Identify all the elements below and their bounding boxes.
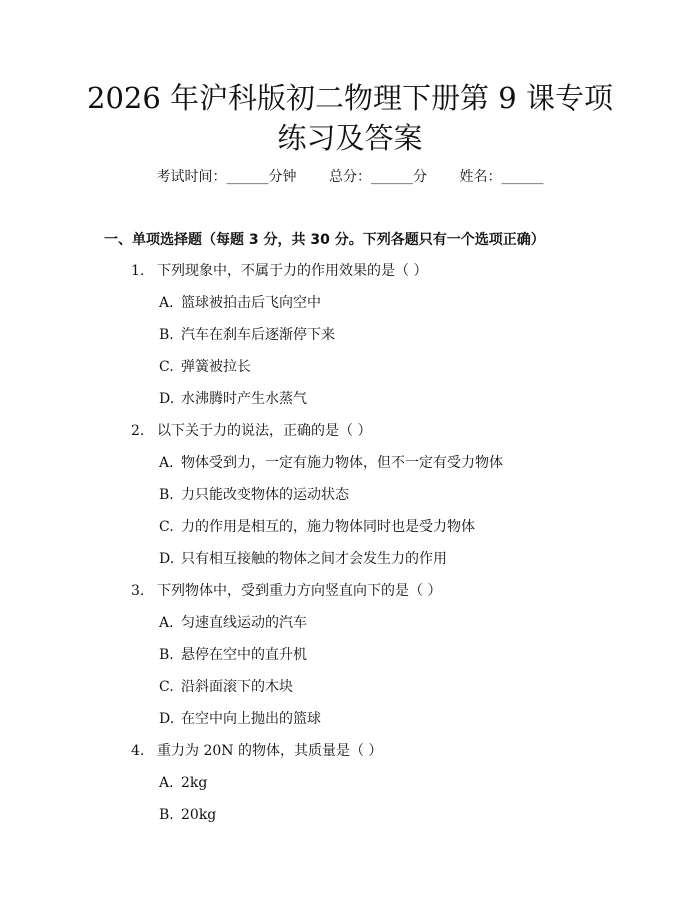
option-text: 弹簧被拉长: [181, 359, 251, 375]
question-text: 重力为 20N 的物体，其质量是（ ）: [157, 743, 383, 759]
option-text: 汽车在刹车后逐渐停下来: [181, 327, 335, 343]
total-score-field: 总分：______分: [329, 169, 427, 185]
option: [159, 645, 307, 665]
option: [159, 485, 349, 505]
option: [159, 677, 293, 697]
option: [159, 357, 251, 377]
option-letter: A.: [159, 295, 174, 311]
option-letter: A.: [159, 775, 174, 791]
option-letter: C.: [159, 519, 174, 535]
question: [131, 421, 371, 441]
option: [159, 613, 307, 633]
question-number: 2.: [131, 423, 145, 439]
exam-meta: [0, 167, 700, 187]
question-number: 3.: [131, 583, 145, 599]
question: [131, 741, 382, 761]
option-text: 篮球被拍击后飞向空中: [181, 295, 321, 311]
option-text: 水沸腾时产生水蒸气: [181, 391, 307, 407]
option: [159, 549, 447, 569]
option-text: 力只能改变物体的运动状态: [181, 487, 349, 503]
question-text: 以下关于力的说法，正确的是（ ）: [157, 423, 372, 439]
option: [159, 453, 503, 473]
option-letter: B.: [159, 487, 174, 503]
option-letter: D.: [159, 391, 175, 407]
question: [131, 581, 441, 601]
option-letter: A.: [159, 455, 174, 471]
question-text: 下列物体中，受到重力方向竖直向下的是（ ）: [157, 583, 442, 599]
option-text: 悬停在空中的直升机: [181, 647, 307, 663]
page-title: 2026 年沪科版初二物理下册第 9 课专项练习及答案: [87, 81, 613, 155]
option-letter: B.: [159, 807, 174, 823]
option: [159, 325, 335, 345]
question: [131, 261, 427, 281]
option-letter: B.: [159, 647, 174, 663]
option-letter: D.: [159, 551, 175, 567]
question-number: 4.: [131, 743, 145, 759]
option-letter: C.: [159, 359, 174, 375]
option-text: 20kg: [181, 807, 217, 823]
option-text: 物体受到力，一定有施力物体，但不一定有受力物体: [181, 455, 503, 471]
option: [159, 805, 216, 825]
option-letter: B.: [159, 327, 174, 343]
question-number: 1.: [131, 263, 145, 279]
option: [159, 293, 321, 313]
option-text: 2kg: [181, 775, 208, 791]
option-letter: C.: [159, 679, 174, 695]
student-name-field: 姓名：______: [459, 169, 544, 185]
option: [159, 709, 321, 729]
option-text: 沿斜面滚下的木块: [181, 679, 293, 695]
option-text: 力的作用是相互的，施力物体同时也是受力物体: [181, 519, 475, 535]
option-text: 在空中向上抛出的篮球: [181, 711, 321, 727]
option-text: 只有相互接触的物体之间才会发生力的作用: [181, 551, 447, 567]
option: [159, 517, 475, 537]
section-heading: 一、单项选择题（每题 3 分，共 30 分。下列各题只有一个选项正确）: [104, 232, 545, 248]
option-text: 匀速直线运动的汽车: [181, 615, 307, 631]
option: [159, 773, 207, 793]
option-letter: A.: [159, 615, 174, 631]
question-text: 下列现象中，不属于力的作用效果的是（ ）: [157, 263, 428, 279]
exam-time-field: 考试时间：______分钟: [156, 169, 297, 185]
option: [159, 389, 307, 409]
option-letter: D.: [159, 711, 175, 727]
